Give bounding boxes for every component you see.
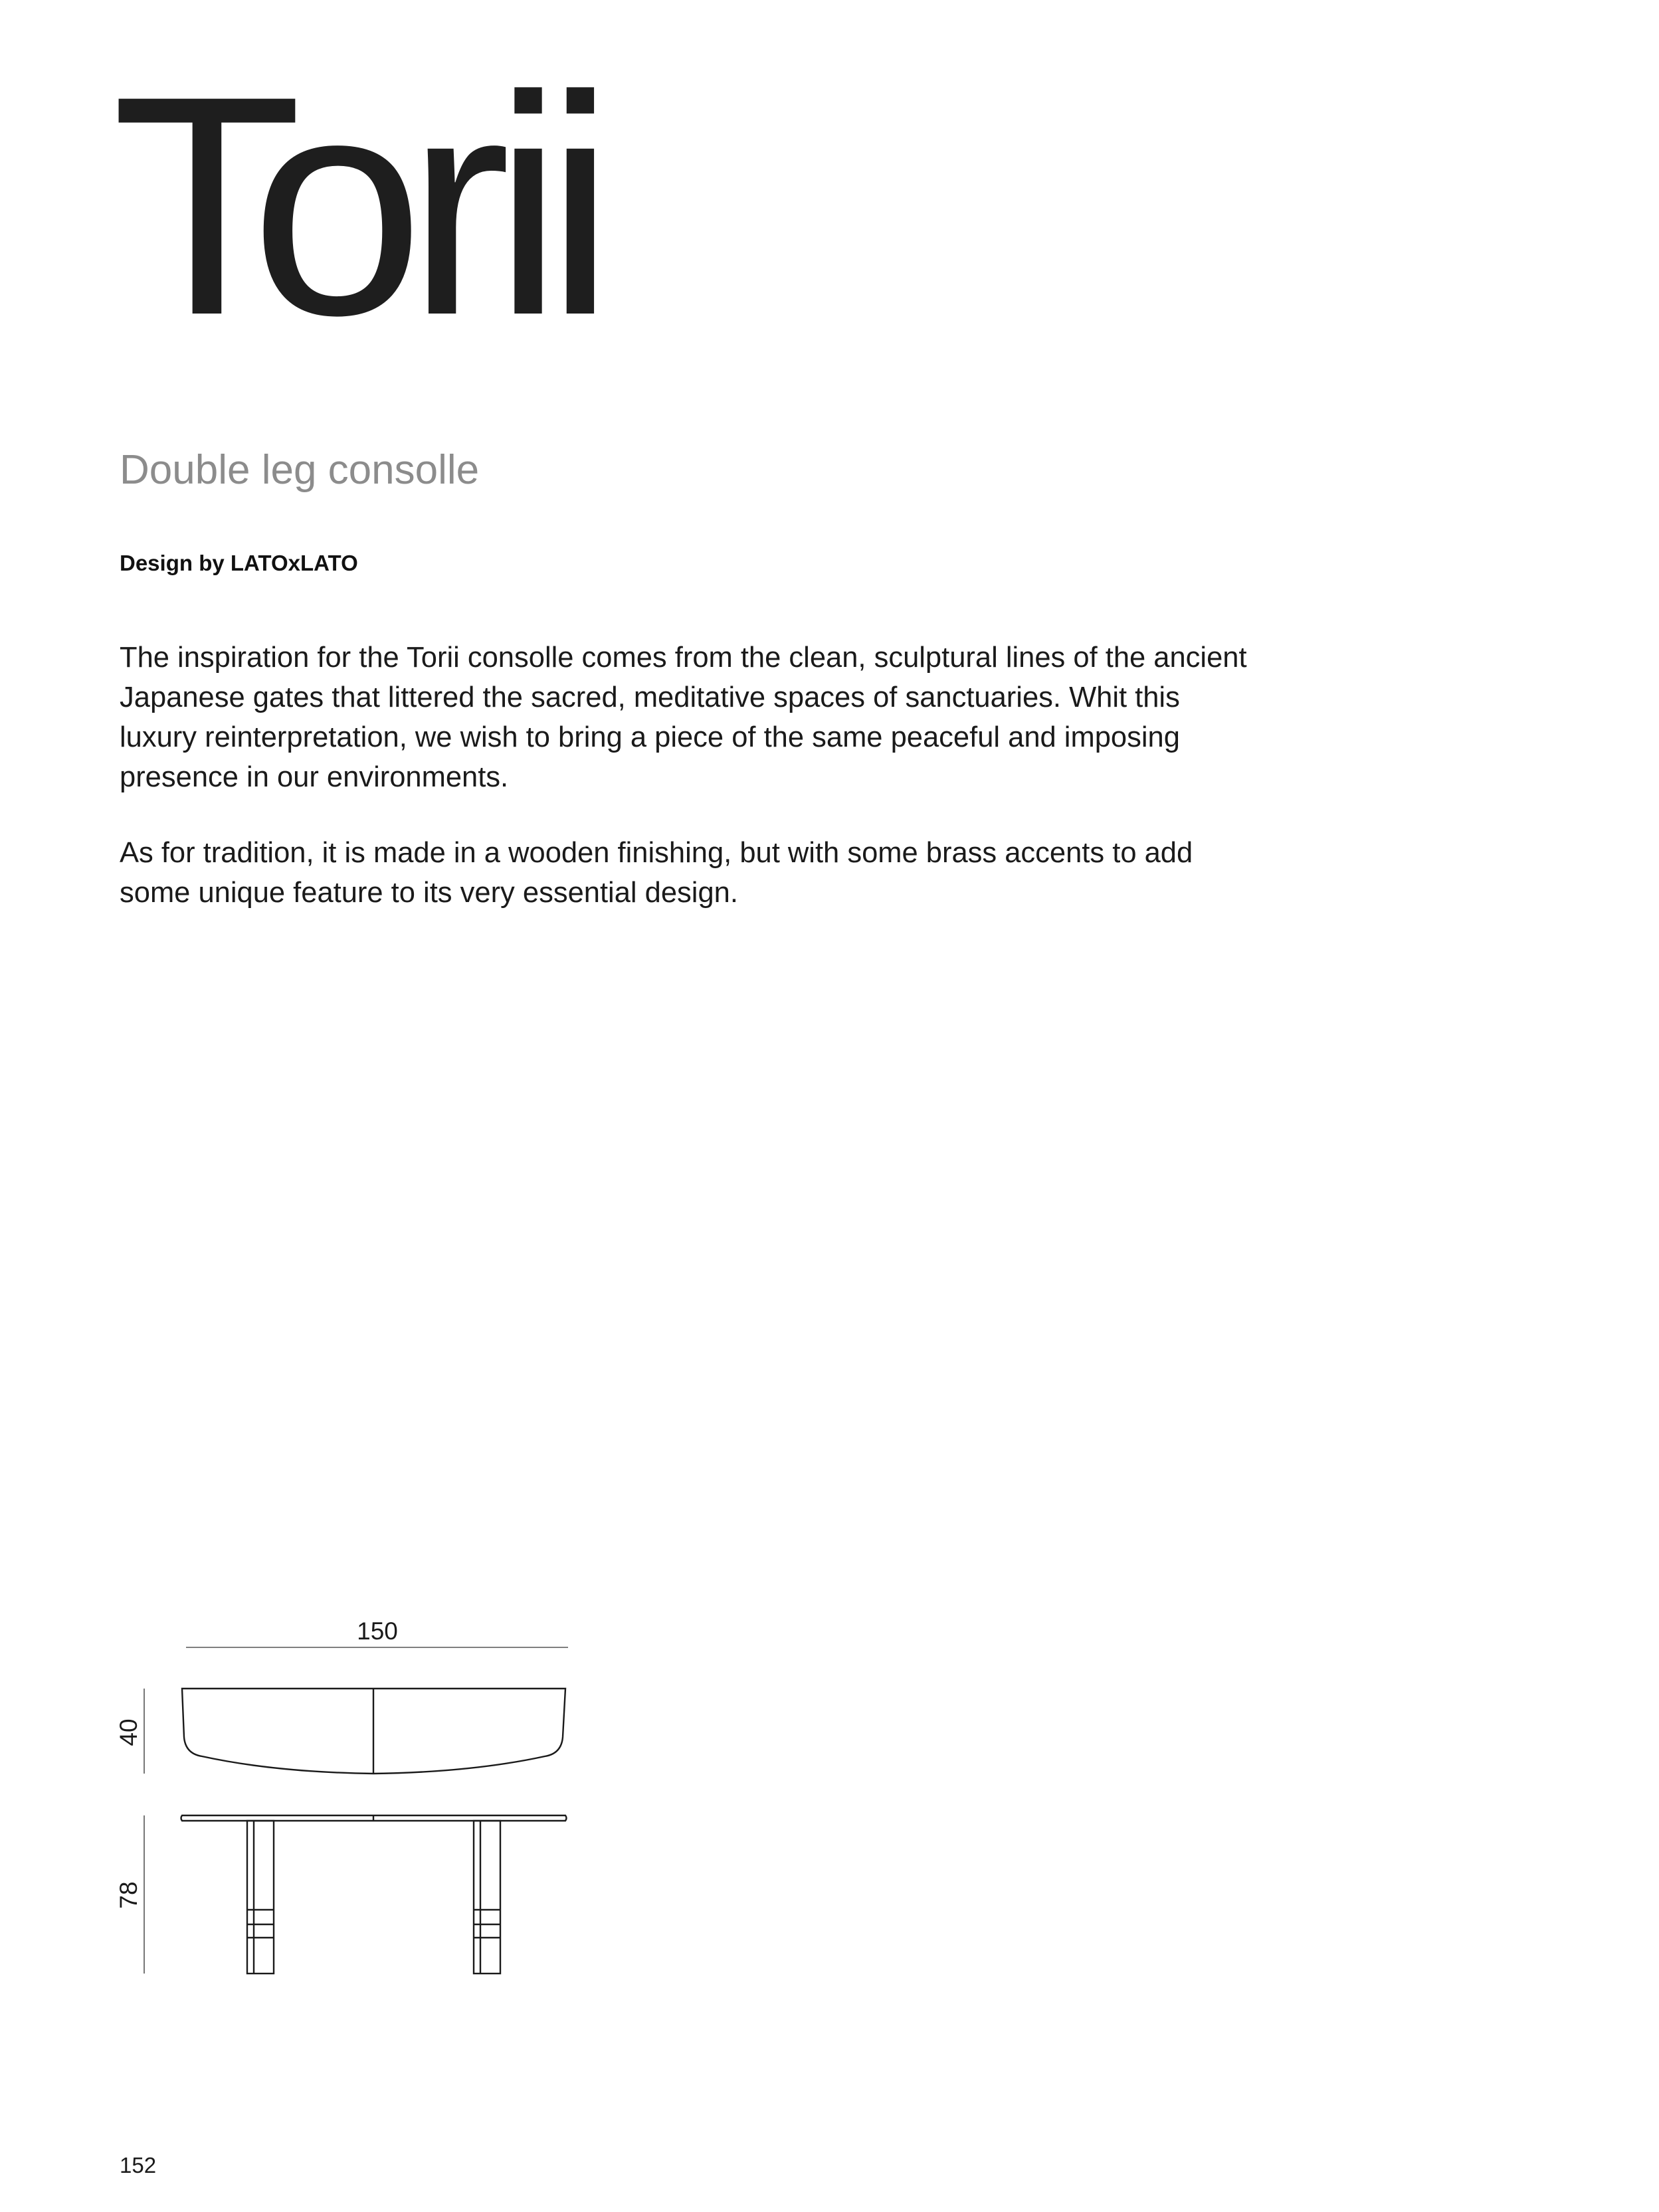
product-subtitle: Double leg consolle — [120, 447, 480, 493]
depth-dimension-label: 40 — [115, 1718, 142, 1746]
product-title: Torii — [112, 31, 598, 380]
technical-drawing — [100, 1608, 605, 1993]
width-dimension-label: 150 — [357, 1617, 398, 1645]
height-dimension-label: 78 — [115, 1881, 142, 1909]
top-view — [182, 1689, 565, 1774]
description-paragraph-1: The inspiration for the Torii consolle comes from the clean, sculptural lines of the ancient Japanese gates that littered the sacred, meditative spaces of sanctuaries. Whit this luxury reinterpretation, we wish to bring a piece of the same peaceful and imposing presence in our environments. — [120, 642, 1247, 793]
front-view — [181, 1815, 567, 1974]
designer-credit: Design by LATOxLATO — [120, 551, 358, 575]
page-number: 152 — [120, 2153, 157, 2177]
description-paragraph-2: As for tradition, it is made in a wooden finishing, but with some brass accents to add some unique feature to its very essential design. — [120, 837, 1193, 909]
